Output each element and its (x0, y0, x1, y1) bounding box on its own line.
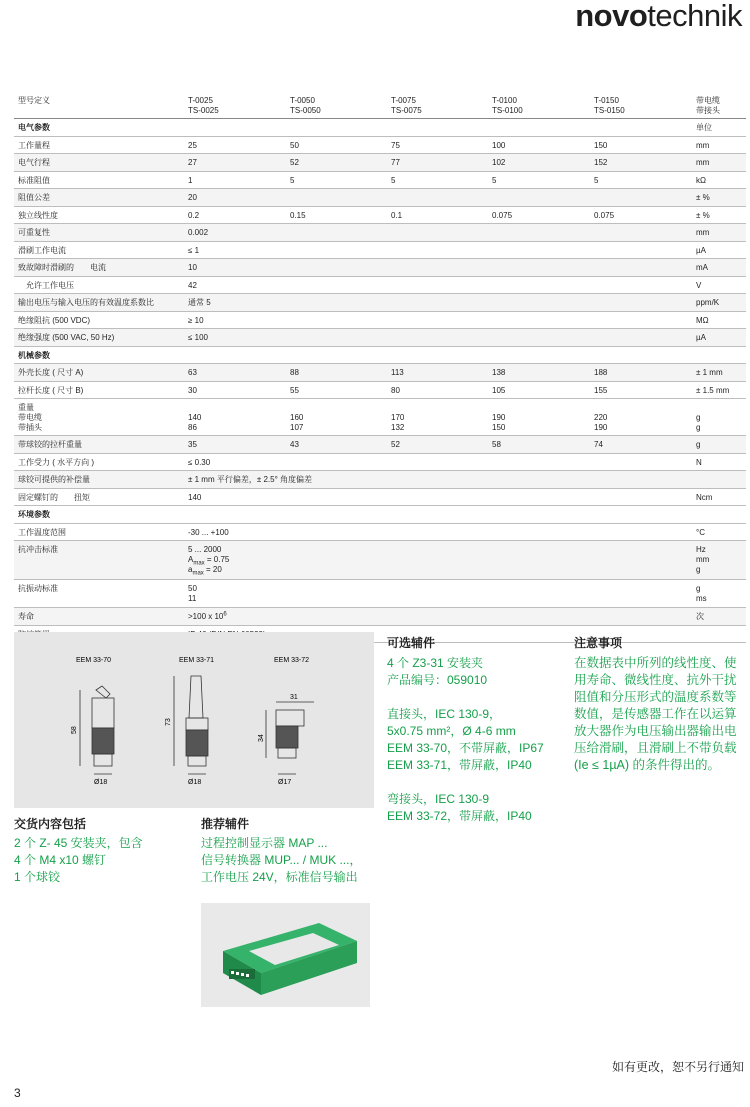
row-value: 0.15 (290, 210, 306, 220)
row-label: 工作量程 (18, 140, 50, 150)
row-value: 5 (391, 175, 396, 185)
drawing-label-eem-33-70: EEM 33-70 (76, 657, 112, 664)
dim-73: 73 (165, 718, 172, 726)
weight-row (14, 399, 746, 436)
row-label: 绝缘强度 (500 VAC, 50 Hz) (18, 333, 115, 342)
row-label: 带球铰的拉杆重量 (18, 440, 82, 449)
row-unit: °C (696, 527, 705, 537)
row-value: 通常 5 (188, 298, 211, 307)
table-row (14, 224, 746, 242)
row-unit: ± 1.5 mm (696, 385, 730, 395)
dim-d17: Ø17 (278, 779, 292, 786)
dimension-drawing (14, 632, 374, 808)
unit-header: 单位 (696, 123, 712, 132)
signal-converter-photo (201, 903, 370, 1007)
row-unit: mm (696, 140, 710, 150)
row-label: 阻值公差 (18, 193, 50, 202)
row-unit: mA (696, 263, 708, 272)
spec-table (14, 92, 746, 643)
row-label: 允许工作电压 (18, 280, 74, 290)
delivery-line: 2 个 Z- 45 安装夹，包含 (14, 836, 143, 850)
delivery-line: 4 个 M4 x10 螺钉 (14, 853, 107, 867)
row-label: 抗振动标准 (18, 584, 58, 593)
notes-line: 放大器作为电压输出器输出电 (574, 724, 737, 738)
notes-line: 数值，是传感器工作在以运算 (574, 707, 737, 721)
row-value: 102 (492, 158, 506, 167)
row-value: ≤ 0.30 (188, 457, 211, 467)
table-row (14, 454, 746, 472)
recommended-accessories (201, 815, 361, 886)
row-label: 抗冲击标准 (18, 545, 58, 554)
table-row (14, 207, 746, 225)
row-unit: µA (696, 245, 706, 255)
row-value: 50 (290, 140, 299, 150)
row-unit: µA (696, 333, 706, 342)
row-value: 5 (290, 175, 295, 185)
brand-logo: novotechnik (575, 0, 742, 33)
vibration-units: g ms (696, 584, 707, 603)
notes-line: 在数据表中所列的线性度、使 (574, 656, 737, 670)
weight-values: 170 132 (391, 413, 405, 432)
row-label: 绝缘阻抗 (500 VDC) (18, 315, 91, 325)
row-unit: ± 1 mm (696, 368, 723, 377)
model-T-0075: T-0075 TS-0075 (391, 96, 422, 115)
row-value: 0.002 (188, 228, 209, 237)
model-T-0025: T-0025 TS-0025 (188, 96, 219, 115)
row-unit: 次 (696, 612, 704, 621)
optional-line: EEM 33-72，带屏蔽，IP40 (387, 809, 532, 823)
row-value: 77 (391, 158, 400, 167)
vibration-row (14, 580, 746, 608)
shock-values: 5 ... 2000 $A_{max} = 0.75$ $a_{max} = 20$ (188, 545, 230, 577)
row-value: 58 (492, 440, 501, 449)
recommended-line: 过程控制显示器 MAP ... (201, 836, 328, 850)
row-value: 188 (594, 368, 608, 377)
life-value: >100 x $10^6$ (188, 611, 227, 621)
row-value: ± 1 mm 平行偏差，± 2.5° 角度偏差 (188, 475, 312, 484)
section-title: 机械参数 (18, 350, 50, 360)
model-T-0100: T-0100 TS-0100 (492, 96, 523, 115)
section-title: 电气参数 (18, 123, 50, 132)
row-value: 150 (594, 140, 608, 150)
row-value: 20 (188, 193, 197, 202)
row-unit: kΩ (696, 175, 706, 185)
dim-d18-a: Ø18 (94, 779, 108, 786)
table-row (14, 137, 746, 155)
row-value: 100 (492, 140, 506, 150)
table-row (14, 471, 746, 489)
row-value: 0.2 (188, 210, 200, 220)
life-row (14, 608, 746, 626)
row-value: ≤ 1 (188, 245, 200, 255)
table-header-row (14, 92, 746, 119)
delivery-title: 交货内容包括 (14, 817, 87, 831)
row-label: 滑刷工作电流 (18, 245, 66, 255)
table-row (14, 189, 746, 207)
table-row (14, 259, 746, 277)
delivery-line: 1 个球铰 (14, 870, 61, 884)
notes-title: 注意事项 (574, 636, 623, 650)
optional-line: 弯接头，IEC 130-9 (387, 792, 490, 806)
connector-drawing-svg (14, 632, 374, 808)
row-label: 固定螺钉的 扭矩 (18, 492, 90, 502)
row-label: 拉杆长度 ( 尺寸 B) (18, 385, 84, 395)
row-value: 0.1 (391, 210, 403, 220)
table-row (14, 172, 746, 190)
row-value: 10 (188, 263, 197, 272)
optional-line: EEM 33-70，不带屏蔽，IP67 (387, 741, 544, 755)
model-T-0050: T-0050 TS-0050 (290, 96, 321, 115)
header-unit: 带电缆 带接头 (696, 96, 720, 115)
row-value: 43 (290, 440, 299, 449)
row-value: 5 (492, 175, 497, 185)
row-value: 88 (290, 368, 299, 377)
drawing-label-eem-33-72: EEM 33-72 (274, 657, 310, 664)
row-unit: mm (696, 158, 710, 167)
drawing-label-eem-33-71: EEM 33-71 (179, 657, 215, 664)
table-row (14, 382, 746, 400)
row-value: 105 (492, 385, 506, 395)
row-value: 55 (290, 385, 299, 395)
dim-31: 31 (290, 694, 298, 701)
vibration-values: 50 11 (188, 584, 197, 603)
row-unit: MΩ (696, 315, 709, 325)
notes (574, 634, 737, 774)
model-T-0150: T-0150 TS-0150 (594, 96, 625, 115)
notes-line: 用寿命、微线性度、抗外干扰 (574, 673, 737, 687)
row-label: 标准阻值 (18, 175, 50, 185)
row-unit: N (696, 457, 702, 467)
shock-units: Hz mm g (696, 545, 710, 574)
optional-line: 5x0.75 mm²，Ø 4-6 mm (387, 724, 516, 738)
temp-row (14, 524, 746, 542)
row-value: 155 (594, 385, 608, 395)
row-value: 0.075 (594, 210, 615, 220)
row-unit: ± % (696, 210, 710, 220)
header-label: 型号定义 (18, 96, 50, 105)
recommended-line: 信号转换器 MUP... / MUK ...， (201, 853, 362, 867)
recommended-line: 工作电压 24V，标准信号输出 (201, 870, 358, 884)
row-unit: mm (696, 228, 710, 237)
row-label: 寿命 (18, 612, 34, 621)
row-value: ≤ 100 (188, 333, 208, 342)
row-value: 75 (391, 140, 400, 150)
row-value: 25 (188, 140, 197, 150)
row-label: 电气行程 (18, 158, 50, 167)
optional-line: EEM 33-71，带屏蔽，IP40 (387, 758, 532, 772)
row-value: 0.075 (492, 210, 513, 220)
row-value: 5 (594, 175, 599, 185)
row-value: 113 (391, 368, 404, 377)
row-value: 140 (188, 492, 202, 502)
notes-line: (Ie ≤ 1µA) 的条件得出的。 (574, 758, 721, 772)
row-label: 工作温度范围 (18, 527, 66, 537)
weight-values: 190 150 (492, 413, 506, 432)
section-electrical (14, 119, 746, 137)
table-row (14, 294, 746, 312)
row-label: 球铰可提供的补偿量 (18, 475, 90, 484)
table-row (14, 329, 746, 347)
optional-line: 直接头，IEC 130-9， (387, 707, 502, 721)
section-environment (14, 506, 746, 524)
optional-title: 可选辅件 (387, 636, 436, 650)
row-value: 27 (188, 158, 197, 167)
notes-line: 阻值和分压形式的温度系数等 (574, 690, 737, 704)
connector-straight-2 (174, 676, 208, 774)
row-value: 30 (188, 385, 197, 395)
row-value: 42 (188, 280, 197, 290)
row-value: ≥ 10 (188, 315, 204, 325)
table-row (14, 364, 746, 382)
weight-labels: 重量 带电缆 带插头 (18, 403, 42, 432)
table-row (14, 436, 746, 454)
row-label: 独立线性度 (18, 210, 58, 220)
row-value: 152 (594, 158, 608, 167)
table-row (14, 277, 746, 295)
weight-values: 220 190 (594, 413, 608, 432)
weight-values: 140 86 (188, 413, 202, 432)
row-value: -30 ... +100 (188, 527, 229, 537)
dim-d18-b: Ø18 (188, 779, 202, 786)
row-value: 74 (594, 440, 603, 449)
table-row (14, 154, 746, 172)
optional-line (387, 774, 544, 791)
row-unit: g (696, 440, 701, 449)
row-label: 致故障时滑刷的 电流 (18, 263, 106, 272)
section-mechanical (14, 347, 746, 365)
footnote: 如有更改，恕不另行通知 (611, 1060, 744, 1074)
weight-values: 160 107 (290, 413, 304, 432)
table-row (14, 312, 746, 330)
delivery-contents (14, 815, 143, 886)
connector-angled (266, 702, 314, 774)
row-label: 输出电压与输入电压的有效温度系数比 (18, 298, 154, 307)
table-row (14, 242, 746, 260)
row-value: 80 (391, 385, 400, 395)
notes-line: 压给滑刷，且滑刷上不带负载 (574, 741, 737, 755)
row-unit: ppm/K (696, 298, 720, 307)
dim-34: 34 (258, 734, 265, 742)
optional-line (387, 689, 544, 706)
shock-row (14, 541, 746, 580)
recommended-title: 推荐辅件 (201, 817, 250, 831)
connector-straight-1 (80, 686, 114, 774)
row-unit: ± % (696, 193, 710, 202)
dim-58: 58 (71, 726, 78, 734)
weight-unit: g g (696, 413, 701, 432)
optional-line: 4 个 Z3-31 安装夹 (387, 656, 484, 670)
row-unit: Ncm (696, 492, 713, 502)
page-number: 3 (14, 1086, 21, 1100)
table-row (14, 489, 746, 507)
row-value: 35 (188, 440, 197, 449)
section-title: 环境参数 (18, 510, 50, 519)
row-label: 可重复性 (18, 228, 50, 237)
optional-accessories (387, 634, 544, 825)
optional-line: 产品编号：059010 (387, 673, 488, 687)
row-value: 63 (188, 368, 197, 377)
row-value: 138 (492, 368, 506, 377)
row-label: 外壳长度 ( 尺寸 A) (18, 368, 84, 377)
row-unit: V (696, 280, 702, 290)
row-value: 1 (188, 175, 193, 185)
row-label: 工作受力 ( 水平方向 ) (18, 457, 94, 467)
row-value: 52 (391, 440, 400, 449)
row-value: 52 (290, 158, 299, 167)
